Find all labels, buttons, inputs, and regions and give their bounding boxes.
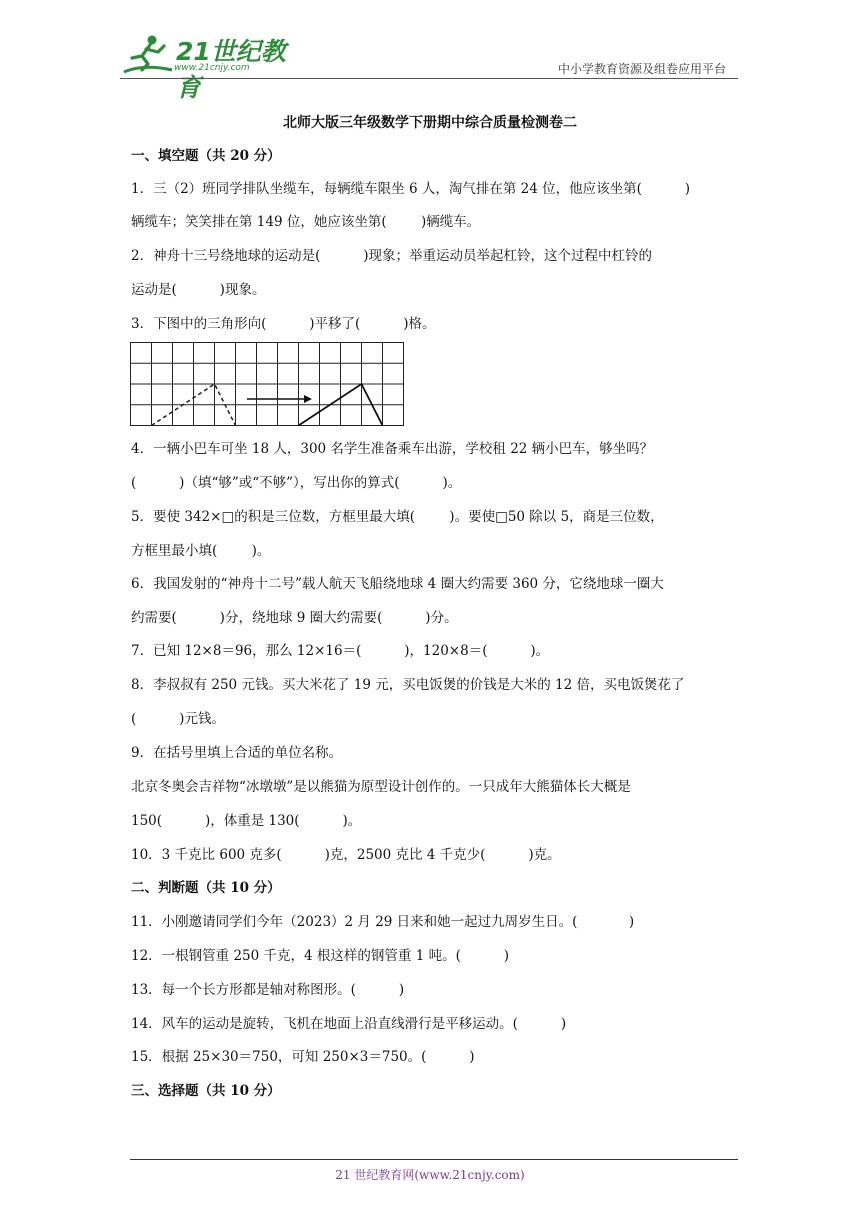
- question-line: 2．神舟十三号绕地球的运动是( )现象；举重运动员举起杠铃，这个过程中杠铃的: [131, 248, 653, 264]
- header-divider: [120, 78, 738, 79]
- document-title: 北师大版三年级数学下册期中综合质量检测卷二: [283, 115, 577, 131]
- section-heading: 二、判断题（共 10 分）: [131, 880, 281, 896]
- question-line: 11．小刚邀请同学们今年（2023）2 月 29 日来和她一起过九周岁生日。( ): [131, 914, 635, 930]
- logo-text: 21世纪教育: [176, 37, 286, 102]
- question-line: 方框里最小填( )。: [131, 543, 271, 559]
- runner-icon: [120, 32, 176, 76]
- question-line: 13．每一个长方形都是轴对称图形。( ): [131, 982, 405, 998]
- question-line: 6．我国发射的“神舟十二号”载人航天飞船绕地球 4 圈大约需要 360 分，它绕地球一圈大: [131, 576, 664, 592]
- question-line: 8．李叔叔有 250 元钱。买大米花了 19 元，买电饭煲的价钱是大米的 12 倍，买电饭煲花了: [131, 677, 685, 693]
- question-line: 1．三（2）班同学排队坐缆车，每辆缆车限坐 6 人，淘气排在第 24 位，他应该坐第( ): [131, 181, 691, 197]
- page-footer[interactable]: 21 世纪教育网(www.21cnjy.com): [335, 1168, 525, 1182]
- question-line: 辆缆车；笑笑排在第 149 位，她应该坐第( )辆缆车。: [131, 214, 481, 230]
- question-line: ( )（填“够”或“不够”），写出你的算式( )。: [131, 475, 462, 491]
- question-line: 12．一根钢管重 250 千克，4 根这样的钢管重 1 吨。( ): [131, 948, 510, 964]
- question-line: 3．下图中的三角形向( )平移了( )格。: [131, 316, 436, 332]
- question-line: 约需要( )分，绕地球 9 圈大约需要( )分。: [131, 610, 458, 626]
- question-line: 7．已知 12×8＝96，那么 12×16＝( )，120×8＝( )。: [131, 643, 550, 659]
- question-line: 5．要使 342×□的积是三位数，方框里最大填( )。要使□50 除以 5，商是三位数，: [131, 509, 664, 525]
- question-line: 运动是( )现象。: [131, 282, 266, 298]
- question-line: 14．风车的运动是旋转，飞机在地面上沿直线滑行是平移运动。( ): [131, 1016, 567, 1032]
- footer-divider: [130, 1159, 738, 1160]
- site-name: 中小学教育资源及组卷应用平台: [557, 62, 726, 76]
- translation-grid-figure: [130, 342, 405, 430]
- section-heading: 三、选择题（共 10 分）: [131, 1083, 281, 1099]
- logo: [120, 32, 290, 102]
- logo-url: www.21cnjy.com: [174, 63, 250, 73]
- question-line: 15．根据 25×30＝750，可知 250×3＝750。( ): [131, 1049, 475, 1065]
- question-line: 150( )，体重是 130( )。: [131, 813, 362, 829]
- section-heading: 一、填空题（共 20 分）: [131, 148, 281, 164]
- question-line: 4．一辆小巴车可坐 18 人，300 名学生准备乘车出游，学校租 22 辆小巴车，够坐吗？: [131, 441, 654, 457]
- page-header: [120, 28, 738, 102]
- question-line: ( )元钱。: [131, 711, 225, 727]
- question-line: 北京冬奥会吉祥物“冰墩墩”是以熊猫为原型设计创作的。一只成年大熊猫体长大概是: [131, 779, 631, 795]
- question-line: 10．3 千克比 600 克多( )克，2500 克比 4 千克少( )克。: [131, 847, 561, 863]
- question-line: 9．在括号里填上合适的单位名称。: [131, 745, 343, 761]
